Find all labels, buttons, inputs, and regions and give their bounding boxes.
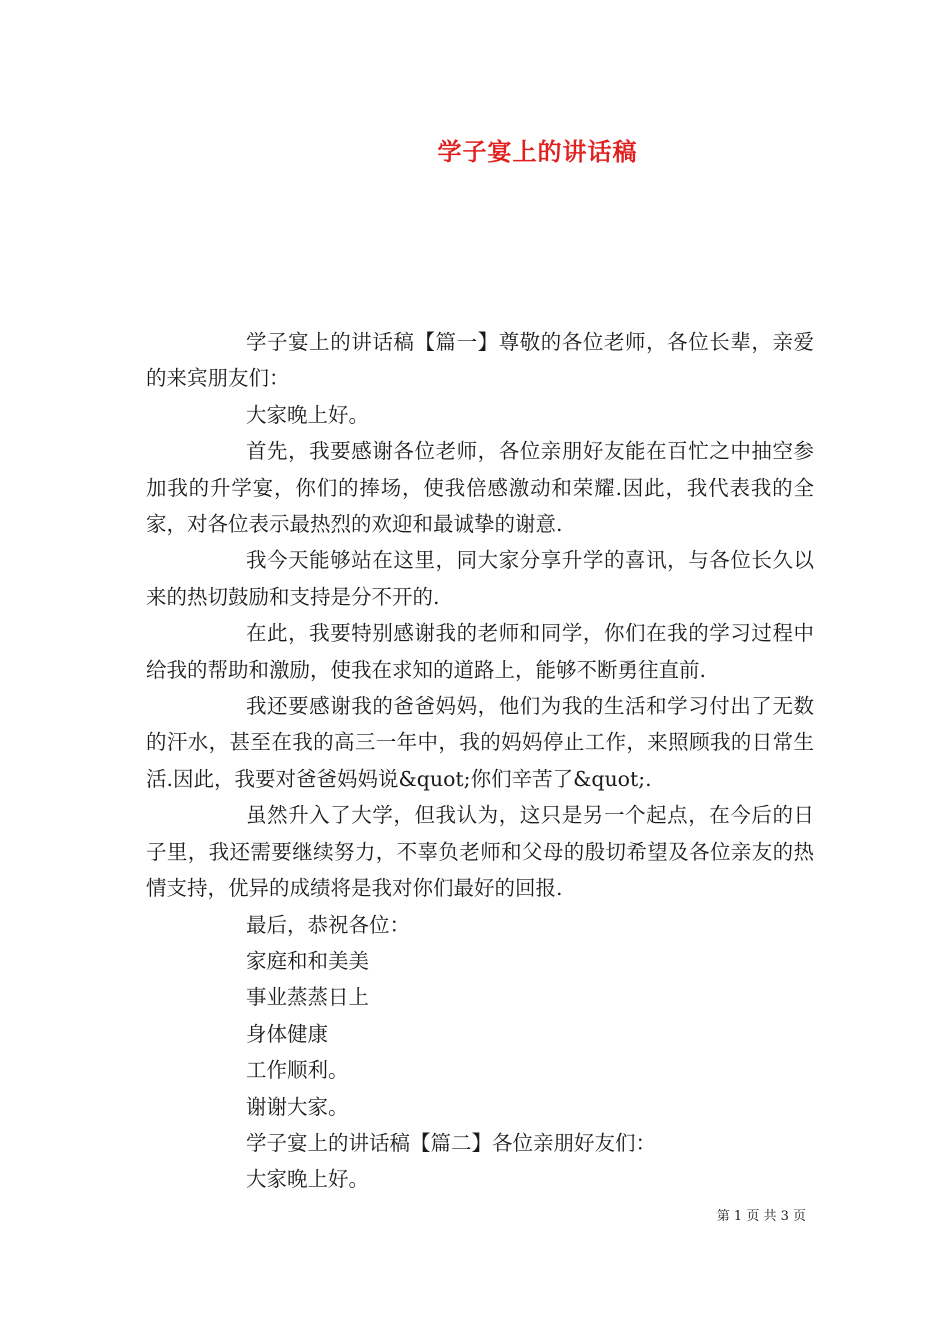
paragraph-thank-all: 谢谢大家。 [246, 1094, 349, 1119]
paragraph-thanks-guests: 首先，我要感谢各位老师，各位亲朋好友能在百忙之中抽空参加我的升学宴，你们的捧场，使我倍感激动和荣耀.因此，我代表我的全家，对各位表示最热烈的欢迎和最诚挚的谢意. [146, 439, 814, 537]
document-body [146, 324, 814, 1198]
paragraph-wishes-intro: 最后，恭祝各位： [246, 912, 410, 937]
document-title: 学子宴上的讲话稿 [437, 137, 638, 166]
paragraph-opening: 学子宴上的讲话稿【篇一】尊敬的各位老师，各位长辈，亲爱的来宾朋友们： [146, 330, 814, 391]
paragraph-section-two: 学子宴上的讲话稿【篇二】各位亲朋好友们： [246, 1130, 656, 1155]
paragraph-wish-career: 事业蒸蒸日上 [246, 985, 369, 1010]
paragraph-sharing: 我今天能够站在这里，同大家分享升学的喜讯，与各位长久以来的热切鼓励和支持是分不开的. [146, 548, 814, 609]
paragraph-wish-health: 身体健康 [246, 1021, 328, 1046]
paragraph-greeting: 大家晚上好。 [246, 402, 369, 427]
paragraph-thanks-teachers: 在此，我要特别感谢我的老师和同学，你们在我的学习过程中给我的帮助和激励，使我在求知的道路上，能够不断勇往直前. [146, 621, 814, 682]
page-number: 第 1 页 共 3 页 [716, 1209, 806, 1224]
paragraph-future: 虽然升入了大学，但我认为，这只是另一个起点，在今后的日子里，我还需要继续努力，不辜负老师和父母的殷切希望及各位亲友的热情支持，优异的成绩将是我对你们最好的回报. [146, 803, 814, 901]
paragraph-wish-work: 工作顺利。 [246, 1058, 349, 1083]
paragraph-thanks-parents: 我还要感谢我的爸爸妈妈，他们为我的生活和学习付出了无数的汗水，甚至在我的高三一年中，我的妈妈停止工作，来照顾我的日常生活.因此，我要对爸爸妈妈说&quot;你们辛苦了&quot;. [146, 694, 814, 791]
paragraph-wish-family: 家庭和和美美 [246, 948, 369, 973]
paragraph-greeting-two: 大家晚上好。 [246, 1167, 369, 1192]
